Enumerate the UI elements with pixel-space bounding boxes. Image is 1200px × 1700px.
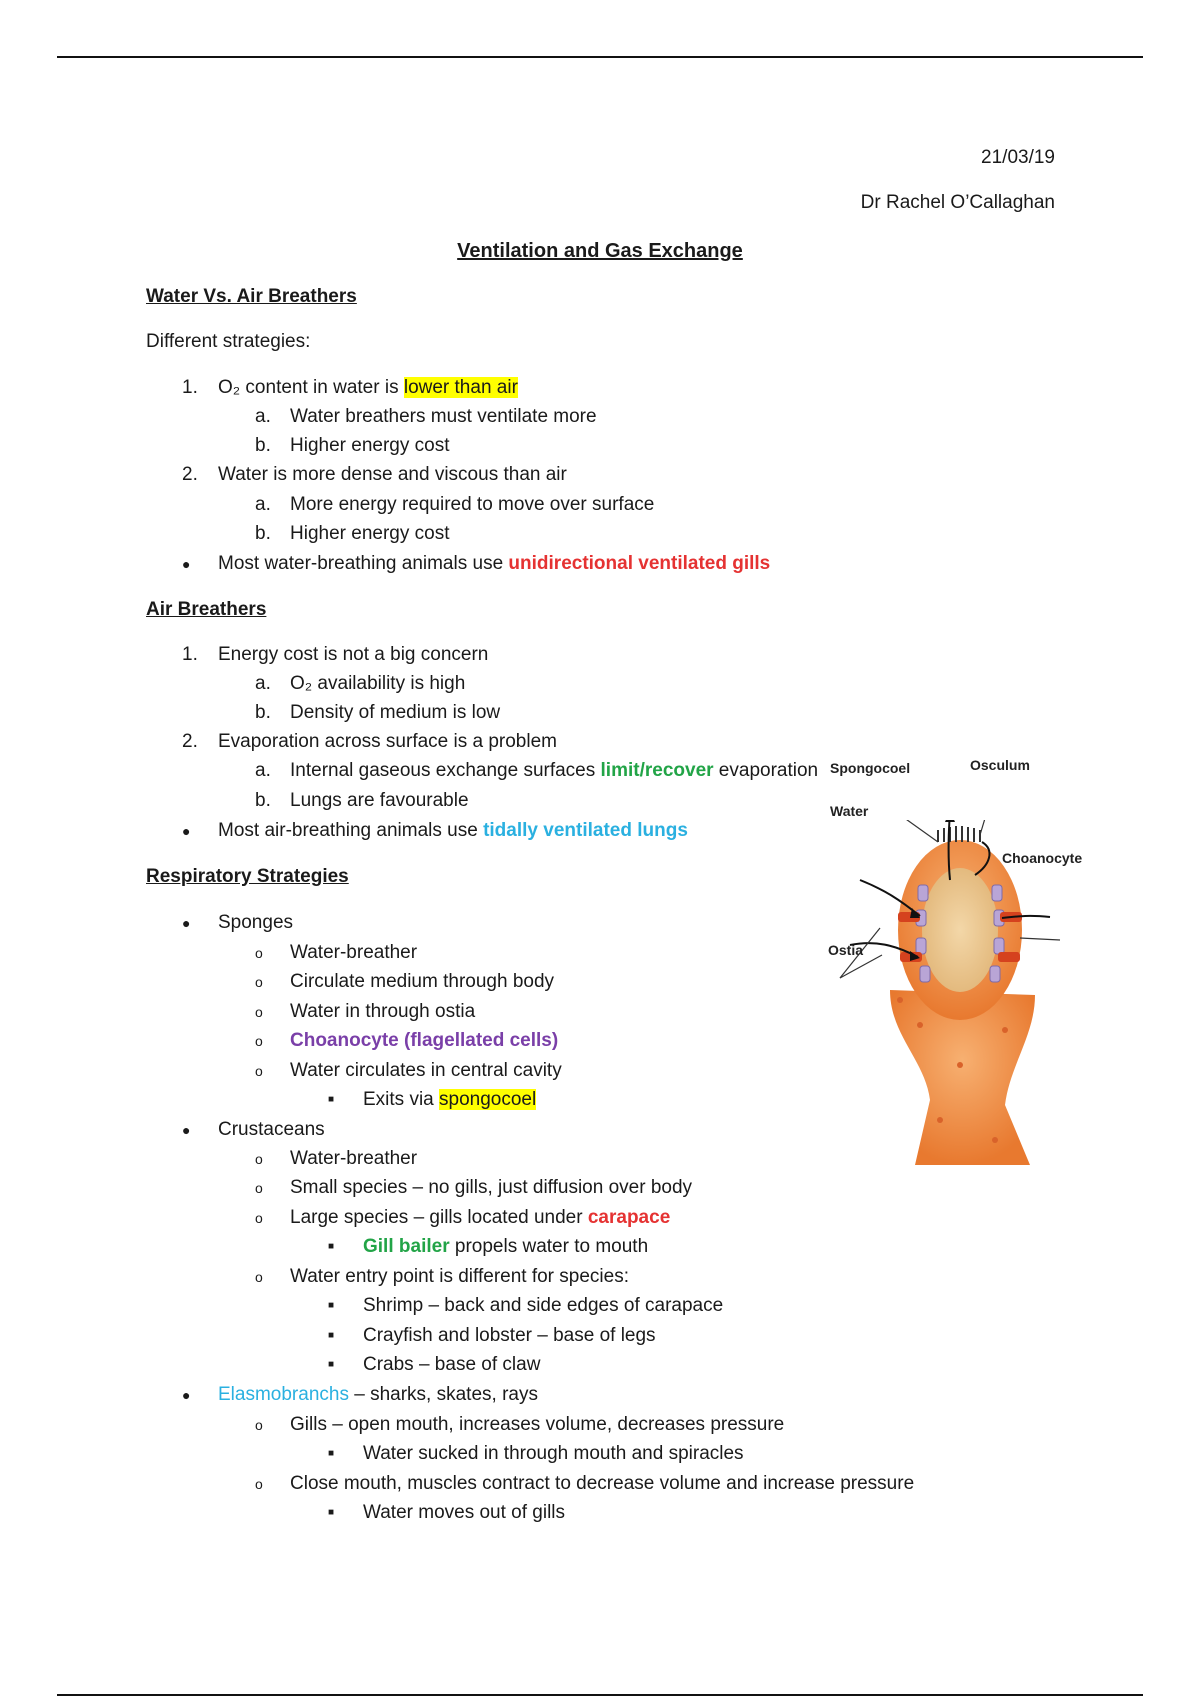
circle-bullet: o [255,1417,263,1433]
list-item [0,1236,1200,1260]
page-title: Ventilation and Gas Exchange [457,240,743,262]
list-item [0,1325,1200,1349]
list-item [0,673,1200,697]
heading-water-vs-air: Water Vs. Air Breathers [146,286,357,307]
list-text: Energy cost is not a big concern [218,644,489,665]
list-item [0,731,1200,755]
list-item [0,1177,1200,1201]
list-item [0,1384,1200,1408]
circle-bullet: o [255,1180,263,1196]
list-text: Lungs are favourable [290,790,469,811]
list-text: Water circulates in central cavity [290,1060,562,1081]
label-ostia: Ostia [828,942,864,958]
list-number: 1. [182,644,198,665]
list-text: Gills – open mouth, increases volume, decreases pressure [290,1414,785,1435]
highlight-text: unidirectional ventilated gills [508,553,771,574]
list-text: Exits via spongocoel [363,1089,537,1110]
circle-bullet: o [255,1063,263,1079]
list-text: Sponges [218,912,294,933]
heading-respiratory-strategies: Respiratory Strategies [146,866,349,887]
list-text: Higher energy cost [290,523,450,544]
highlight-text: tidally ventilated lungs [483,820,688,841]
document-date: 21/03/19 [981,147,1055,168]
list-text: Crayfish and lobster – base of legs [363,1325,656,1346]
circle-bullet: o [255,945,263,961]
list-text: Most water-breathing animals use unidirectional ventilated gills [218,553,771,574]
list-item [0,1502,1200,1526]
list-text: More energy required to move over surface [290,494,655,515]
circle-bullet: o [255,1151,263,1167]
list-letter: b. [255,435,271,456]
heading-air-breathers: Air Breathers [146,599,267,620]
list-text: Small species – no gills, just diffusion over body [290,1177,693,1198]
list-text: Water breathers must ventilate more [290,406,597,427]
list-number: 1. [182,377,198,398]
list-text: Choanocyte (flagellated cells) [290,1030,559,1051]
document-author: Dr Rachel O’Callaghan [860,192,1055,213]
square-bullet: ■ [328,1094,335,1105]
label-osculum: Osculum [970,757,1030,773]
square-bullet: ■ [328,1507,335,1518]
highlight-text: spongocoel [439,1089,537,1110]
list-text: Shrimp – back and side edges of carapace [363,1295,724,1316]
list-letter: b. [255,790,271,811]
circle-bullet: o [255,1476,263,1492]
list-item [0,1443,1200,1467]
list-text: Water in through ostia [290,1001,476,1022]
sponge-diagram [820,757,1100,1170]
highlight-text: carapace [587,1207,671,1228]
list-number: 2. [182,731,198,752]
list-item [0,1266,1200,1290]
list-item [0,377,1200,401]
square-bullet: ■ [328,1448,335,1459]
list-text: Most air-breathing animals use tidally ventilated lungs [218,820,688,841]
list-letter: b. [255,523,271,544]
highlight-text: Gill bailer [363,1236,450,1257]
square-bullet: ■ [328,1300,335,1311]
list-item [0,553,1200,577]
list-item [0,523,1200,547]
list-text: Gill bailer propels water to mouth [363,1236,649,1257]
list-text: Water is more dense and viscous than air [218,464,567,485]
list-text: Higher energy cost [290,435,450,456]
list-text: O₂ content in water is lower than air [218,377,518,398]
list-number: 2. [182,464,198,485]
label-spongocoel: Spongocoel [830,760,911,776]
list-item [0,1414,1200,1438]
square-bullet: ■ [328,1330,335,1341]
label-water: Water [830,803,869,819]
list-item [0,1473,1200,1497]
list-item [0,1295,1200,1319]
list-item [0,406,1200,430]
list-letter: b. [255,702,271,723]
list-letter: a. [255,494,271,515]
list-text: Elasmobranchs – sharks, skates, rays [218,1384,538,1405]
list-letter: a. [255,406,271,427]
label-choanocyte: Choanocyte [1002,850,1083,866]
bullet: ● [182,1122,191,1138]
list-item [0,435,1200,459]
list-item [0,1354,1200,1378]
list-text: Internal gaseous exchange surfaces limit/recover evaporation [290,760,819,781]
circle-bullet: o [255,1269,263,1285]
circle-bullet: o [255,974,263,990]
bottom-rule [57,1694,1143,1696]
list-text: Density of medium is low [290,702,501,723]
list-letter: a. [255,673,271,694]
sponge-illustration [820,820,1100,1170]
list-item [0,790,1200,814]
bullet: ● [182,823,191,839]
list-item [0,644,1200,668]
highlight-text: Elasmobranchs [218,1384,349,1405]
list-text: Crabs – base of claw [363,1354,541,1375]
list-text: Evaporation across surface is a problem [218,731,557,752]
bullet: ● [182,556,191,572]
spongocoel-cavity [922,868,998,992]
list-item [0,702,1200,726]
square-bullet: ■ [328,1359,335,1370]
top-rule [57,56,1143,58]
list-letter: a. [255,760,271,781]
list-text: Water-breather [290,942,418,963]
list-text: Close mouth, muscles contract to decrease volume and increase pressure [290,1473,915,1494]
list-text: Water sucked in through mouth and spiracles [363,1443,744,1464]
list-text: Crustaceans [218,1119,325,1140]
highlight-text: limit/recover [600,760,714,781]
list-text: Water entry point is different for species: [290,1266,629,1287]
list-text: Water moves out of gills [363,1502,566,1523]
circle-bullet: o [255,1210,263,1226]
list-item [0,1207,1200,1231]
circle-bullet: o [255,1004,263,1020]
highlight-text: lower than air [403,377,518,398]
circle-bullet: o [255,1033,263,1049]
bullet: ● [182,1387,191,1403]
intro-text: Different strategies: [146,331,311,352]
bullet: ● [182,915,191,931]
list-text: O₂ availability is high [290,673,466,694]
list-text: Water-breather [290,1148,418,1169]
square-bullet: ■ [328,1241,335,1252]
list-item [0,464,1200,488]
list-text: Large species – gills located under carapace [290,1207,671,1228]
list-item [0,494,1200,518]
list-text: Circulate medium through body [290,971,555,992]
